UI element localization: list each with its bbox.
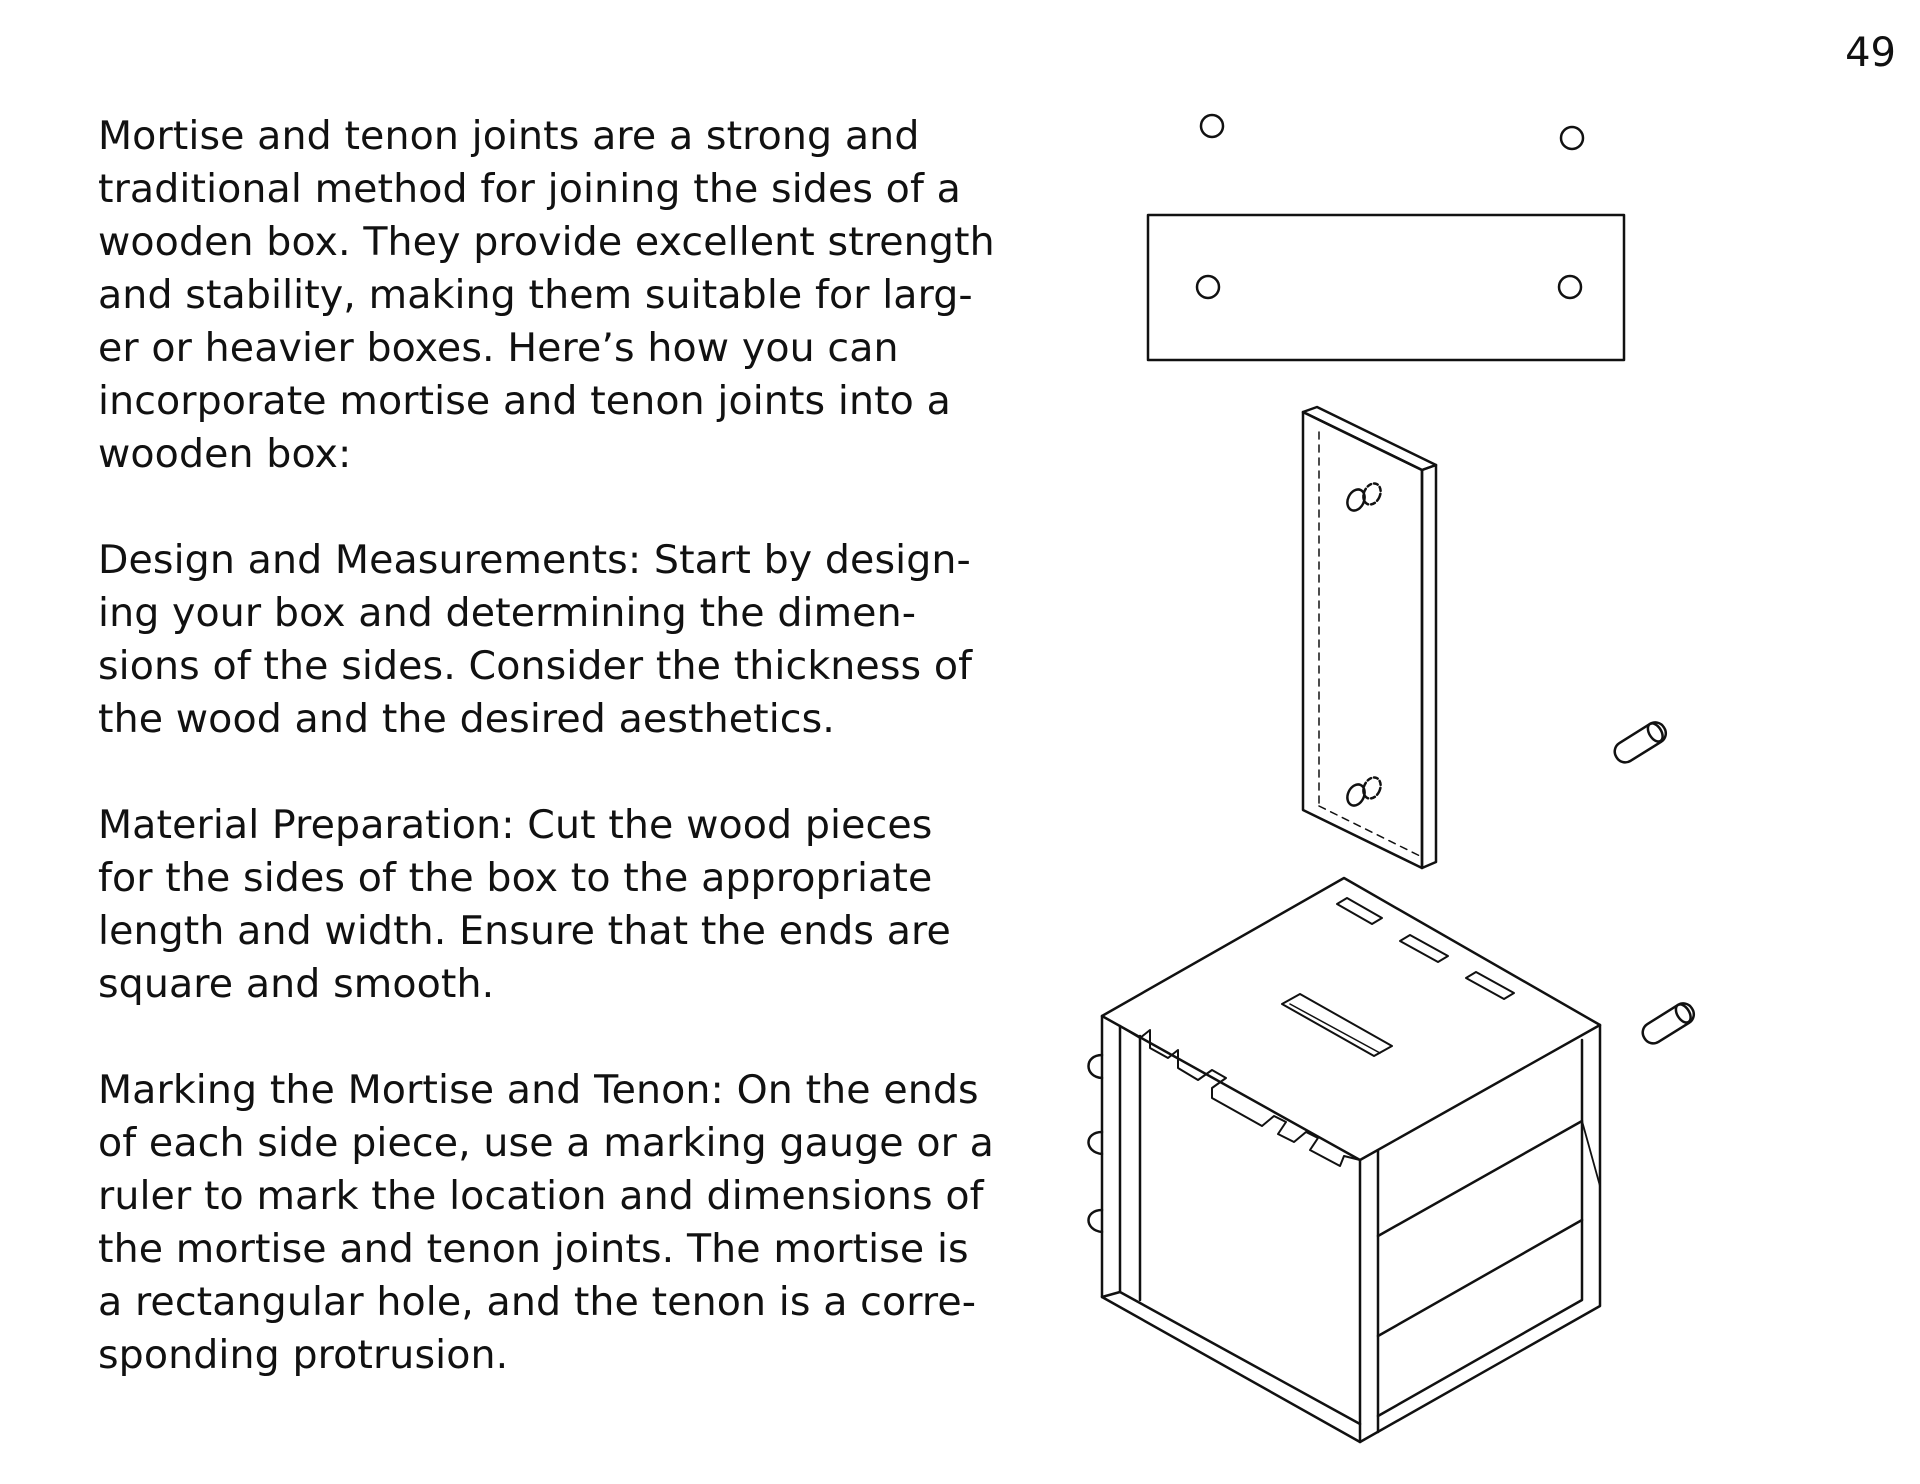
exploded-box-illustration xyxy=(1040,90,1740,1460)
hole-marker xyxy=(1201,115,1223,137)
edge-peg xyxy=(1089,1132,1103,1154)
dowel-pins xyxy=(1611,719,1698,1047)
paragraph-design-measurements: Design and Measurements: Start by design- ing your box and determining the dimen- sions of the sides. Consider the thickness of the wood and the desired aesthetics. xyxy=(98,537,973,742)
edge-peg xyxy=(1089,1055,1103,1078)
edge-peg xyxy=(1089,1210,1103,1232)
paragraph-intro: Mortise and tenon joints are a strong and traditional method for joining the sides of a wooden box. They provide excellent strength and stability, making them suitable for larg- er or heavier boxes. Here’s how you can incorporate mortise and tenon joints into a wooden box: xyxy=(98,113,995,477)
assembled-box xyxy=(1089,878,1601,1442)
hole-marker xyxy=(1561,127,1583,149)
vertical-slat xyxy=(1303,407,1436,868)
paragraph-marking: Marking the Mortise and Tenon: On the ends of each side piece, use a marking gauge or a ruler to mark the location and dimensions of the mortise and tenon joints. The mortise is a rectangular hole, and the tenon is a corre- sponding protrusion. xyxy=(98,1067,994,1378)
paragraph-material-preparation: Material Preparation: Cut the wood pieces for the sides of the box to the appropriate length and width. Ensure that the ends are square and smooth. xyxy=(98,802,951,1007)
body-text xyxy=(98,110,998,1435)
lid-panel xyxy=(1148,215,1624,360)
lid-hole xyxy=(1197,276,1219,298)
top-holes xyxy=(1201,115,1583,149)
page-number: 49 xyxy=(1845,30,1896,76)
lid-hole xyxy=(1559,276,1581,298)
